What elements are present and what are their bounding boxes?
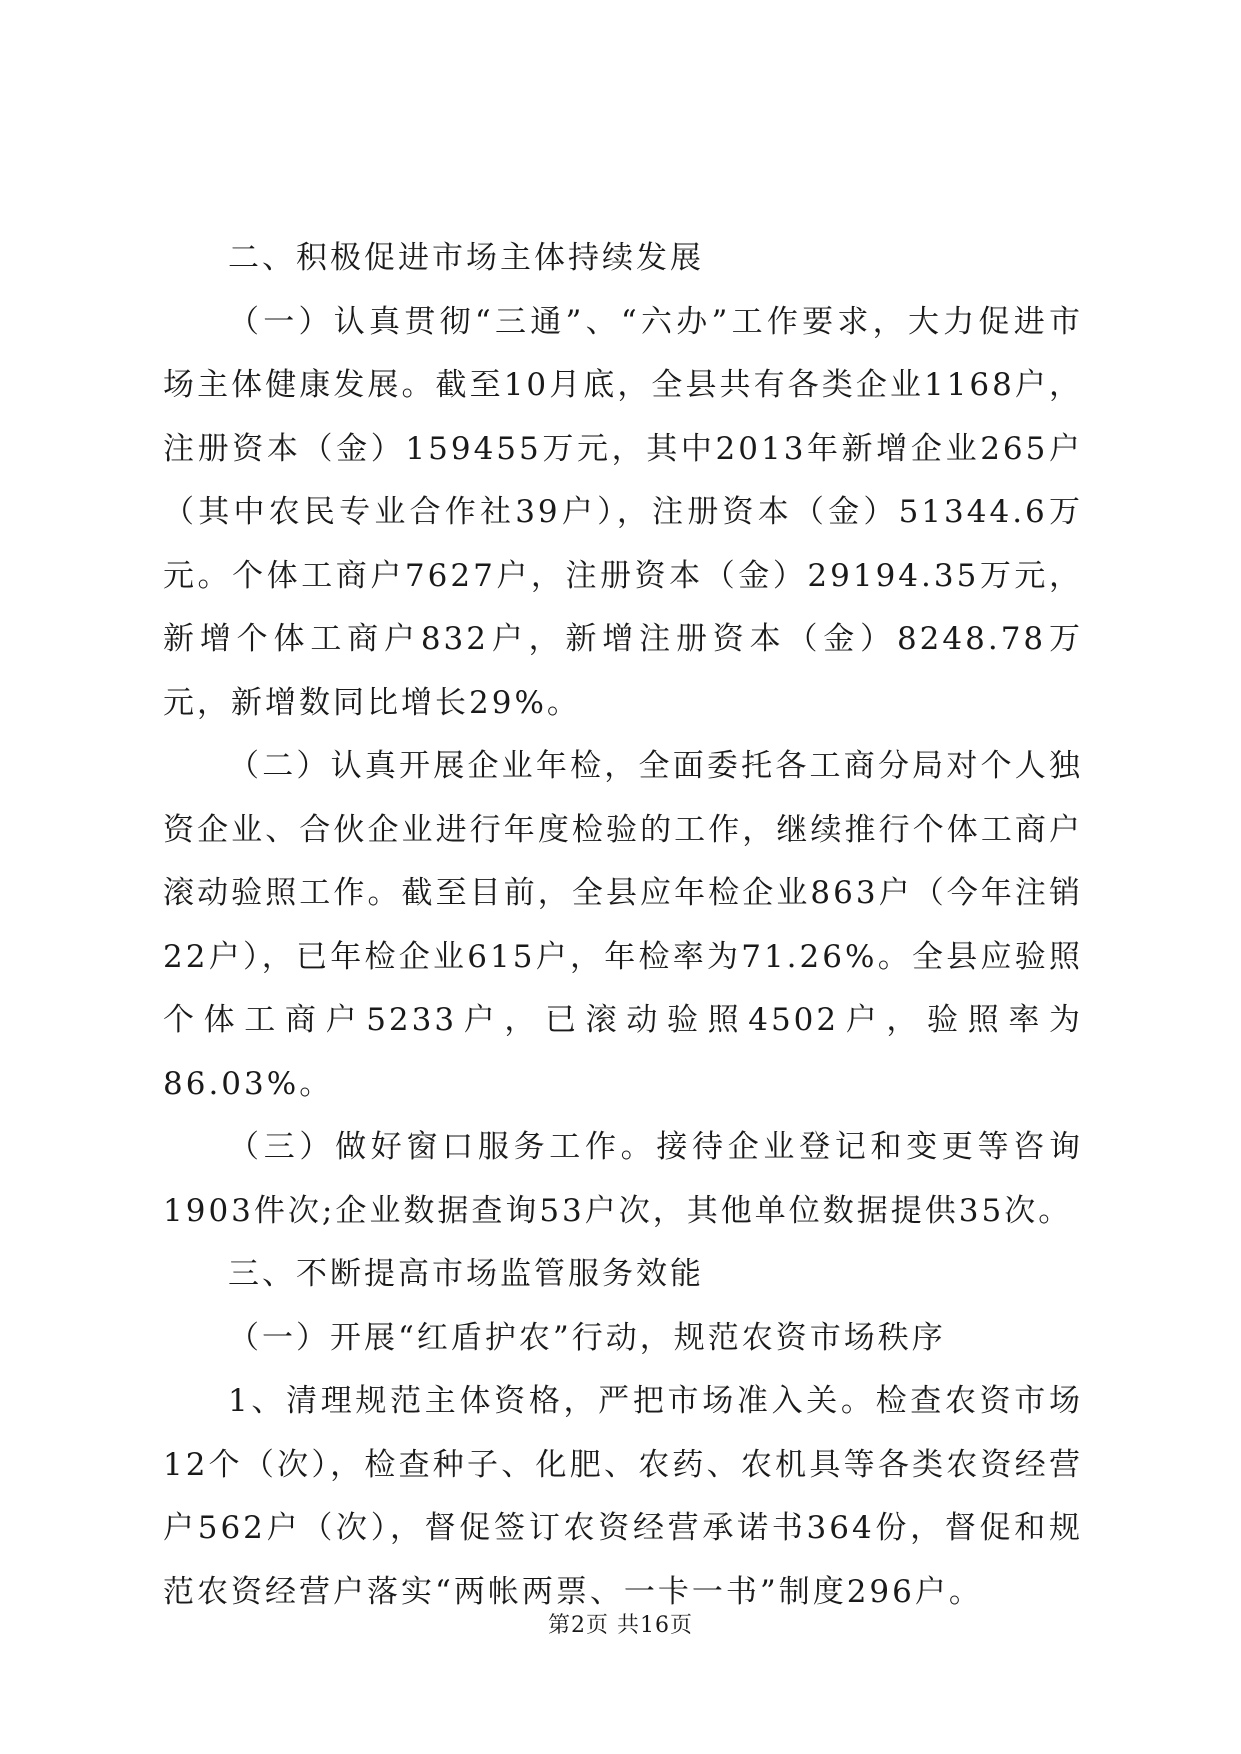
document-body bbox=[163, 227, 1083, 1624]
paragraph-qualification-cleanup: 1、清理规范主体资格，严把市场准入关。检查农资市场12个（次），检查种子、化肥、农药、农机具等各类农资经营户562户（次），督促签订农资经营承诺书364份，督促和规范农资经营户落实“两帐两票、一卡一书”制度296户。 bbox=[163, 1383, 1083, 1610]
paragraph-market-entities: （一）认真贯彻“三通”、“六办”工作要求，大力促进市场主体健康发展。截至10月底，全县共有各类企业1168户，注册资本（金）159455万元，其中2013年新增企业265户（其中农民专业合作社39户），注册资本（金）51344.6万元。个体工商户7627户，注册资本（金）29194.35万元，新增个体工商户832户，新增注册资本（金）8248.78万元，新增数同比增长29%。 bbox=[163, 303, 1083, 721]
paragraph-annual-inspection: （二）认真开展企业年检，全面委托各工商分局对个人独资企业、合伙企业进行年度检验的工作，继续推行个体工商户滚动验照工作。截至目前，全县应年检企业863户（今年注销22户），已年检企业615户，年检率为71.26%。全县应验照个体工商户5233户，已滚动验照4502户，验照率为86.03%。 bbox=[163, 748, 1083, 1102]
section-heading-3: 三、不断提高市场监管服务效能 bbox=[228, 1256, 704, 1292]
page-number-footer: 第2页 共16页 bbox=[548, 1613, 693, 1638]
paragraph-window-service: （三）做好窗口服务工作。接待企业登记和变更等咨询1903件次;企业数据查询53户次，其他单位数据提供35次。 bbox=[163, 1129, 1083, 1229]
subsection-heading-red-shield: （一）开展“红盾护农”行动，规范农资市场秩序 bbox=[228, 1319, 946, 1356]
section-heading-2: 二、积极促进市场主体持续发展 bbox=[228, 240, 704, 276]
